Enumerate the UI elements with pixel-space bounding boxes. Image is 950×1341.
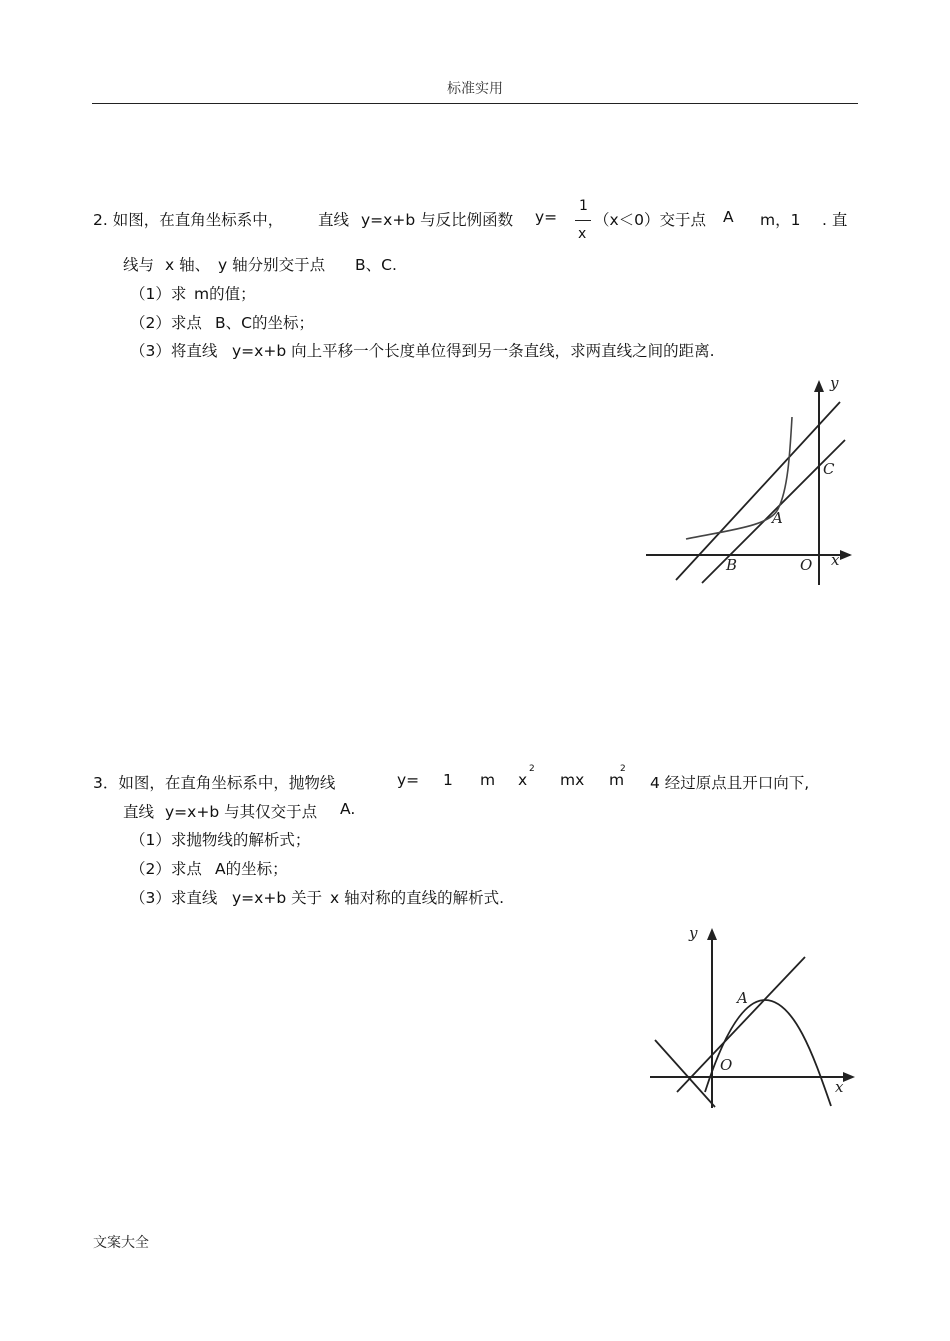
q3-y-equals: y= <box>397 771 420 789</box>
q3-label-O: O <box>720 1056 733 1074</box>
q2-domain-condition: （x＜0）交于点 <box>594 211 707 229</box>
q2-line-equation: y=x+b 与反比例函数 <box>361 211 514 229</box>
q2-label-B: B <box>726 556 738 574</box>
q2-fraction-bar <box>575 220 591 221</box>
q3-sub2-prefix: （2）求点 <box>130 860 202 878</box>
q3-line1-end: 4 经过原点且开口向下, <box>650 774 810 792</box>
header-divider <box>92 103 858 104</box>
q2-shifted-line <box>676 402 840 580</box>
q3-label-A: A <box>737 989 748 1007</box>
q2-label-C: C <box>823 460 835 478</box>
q2-text-line: 直线 <box>318 211 350 229</box>
q3-m-squared: m <box>609 771 625 789</box>
q3-sub3-prefix: （3）求直线 <box>130 889 218 907</box>
q3-line2-start: 直线 <box>123 803 155 821</box>
q3-x: x <box>518 771 528 789</box>
q3-sub3-text-b: x 轴对称的直线的解析式. <box>330 889 505 907</box>
q2-fraction-denominator: x <box>578 226 587 242</box>
q2-y-equals: y= <box>535 208 558 226</box>
q2-sub2-text: B、C的坐标； <box>215 314 314 332</box>
page-header-title: 标准实用 <box>447 81 503 97</box>
q2-points-BC: B、C. <box>355 256 397 274</box>
q3-label-y: y <box>689 924 698 942</box>
q3-exponent-1: 2 <box>529 764 535 774</box>
q3-intro: 3．如图，在直角坐标系中，抛物线 <box>93 774 336 792</box>
q2-label-O: O <box>800 556 813 574</box>
page-footer: 文案大全 <box>93 1235 149 1251</box>
q2-intro: 2. 如图，在直角坐标系中， <box>93 211 284 229</box>
q2-x-axis-arrow-icon <box>840 550 852 560</box>
q2-sub3-prefix: （3）将直线 <box>130 342 218 360</box>
q2-sub3-text: y=x+b 向上平移一个长度单位得到另一条直线，求两直线之间的距离. <box>232 342 715 360</box>
q3-label-x: x <box>835 1078 844 1096</box>
q2-label-A: A <box>772 509 783 527</box>
q2-y-axis-arrow-icon <box>814 380 824 392</box>
q3-sub3-text-a: y=x+b 关于 <box>232 889 323 907</box>
q3-reflected-line <box>655 1040 715 1107</box>
q3-mx: mx <box>560 771 585 789</box>
q3-y-axis-arrow-icon <box>707 928 717 940</box>
q2-point-A-coords: m，1 <box>760 211 801 229</box>
q3-point-A: A. <box>340 800 356 818</box>
q2-sub2-prefix: （2）求点 <box>130 314 202 332</box>
q3-line-y-x-b <box>677 957 805 1092</box>
q3-figure <box>645 920 870 1115</box>
q3-parabola-curve <box>705 1000 831 1106</box>
q2-label-x: x <box>831 551 840 569</box>
q2-x-axis: x 轴、 <box>165 256 211 274</box>
q2-point-A: A <box>723 208 734 226</box>
q2-label-y: y <box>830 374 839 392</box>
q3-exponent-2: 2 <box>620 764 626 774</box>
q3-m: m <box>480 771 496 789</box>
q2-figure <box>640 372 860 592</box>
q3-one: 1 <box>443 771 453 789</box>
q2-line1-end: . 直 <box>822 211 848 229</box>
q3-sub2-text: A的坐标； <box>215 860 288 878</box>
q2-sub1-prefix: （1）求 <box>130 285 187 303</box>
q2-y-axis: y 轴分别交于点 <box>218 256 326 274</box>
q2-fraction-numerator: 1 <box>579 198 588 214</box>
q3-line-equation: y=x+b 与其仅交于点 <box>165 803 318 821</box>
q2-line2-start: 线与 <box>123 256 155 274</box>
q2-sub1-text: m的值； <box>194 285 256 303</box>
q3-x-axis-arrow-icon <box>843 1072 855 1082</box>
q3-sub1: （1）求抛物线的解析式； <box>130 831 311 849</box>
